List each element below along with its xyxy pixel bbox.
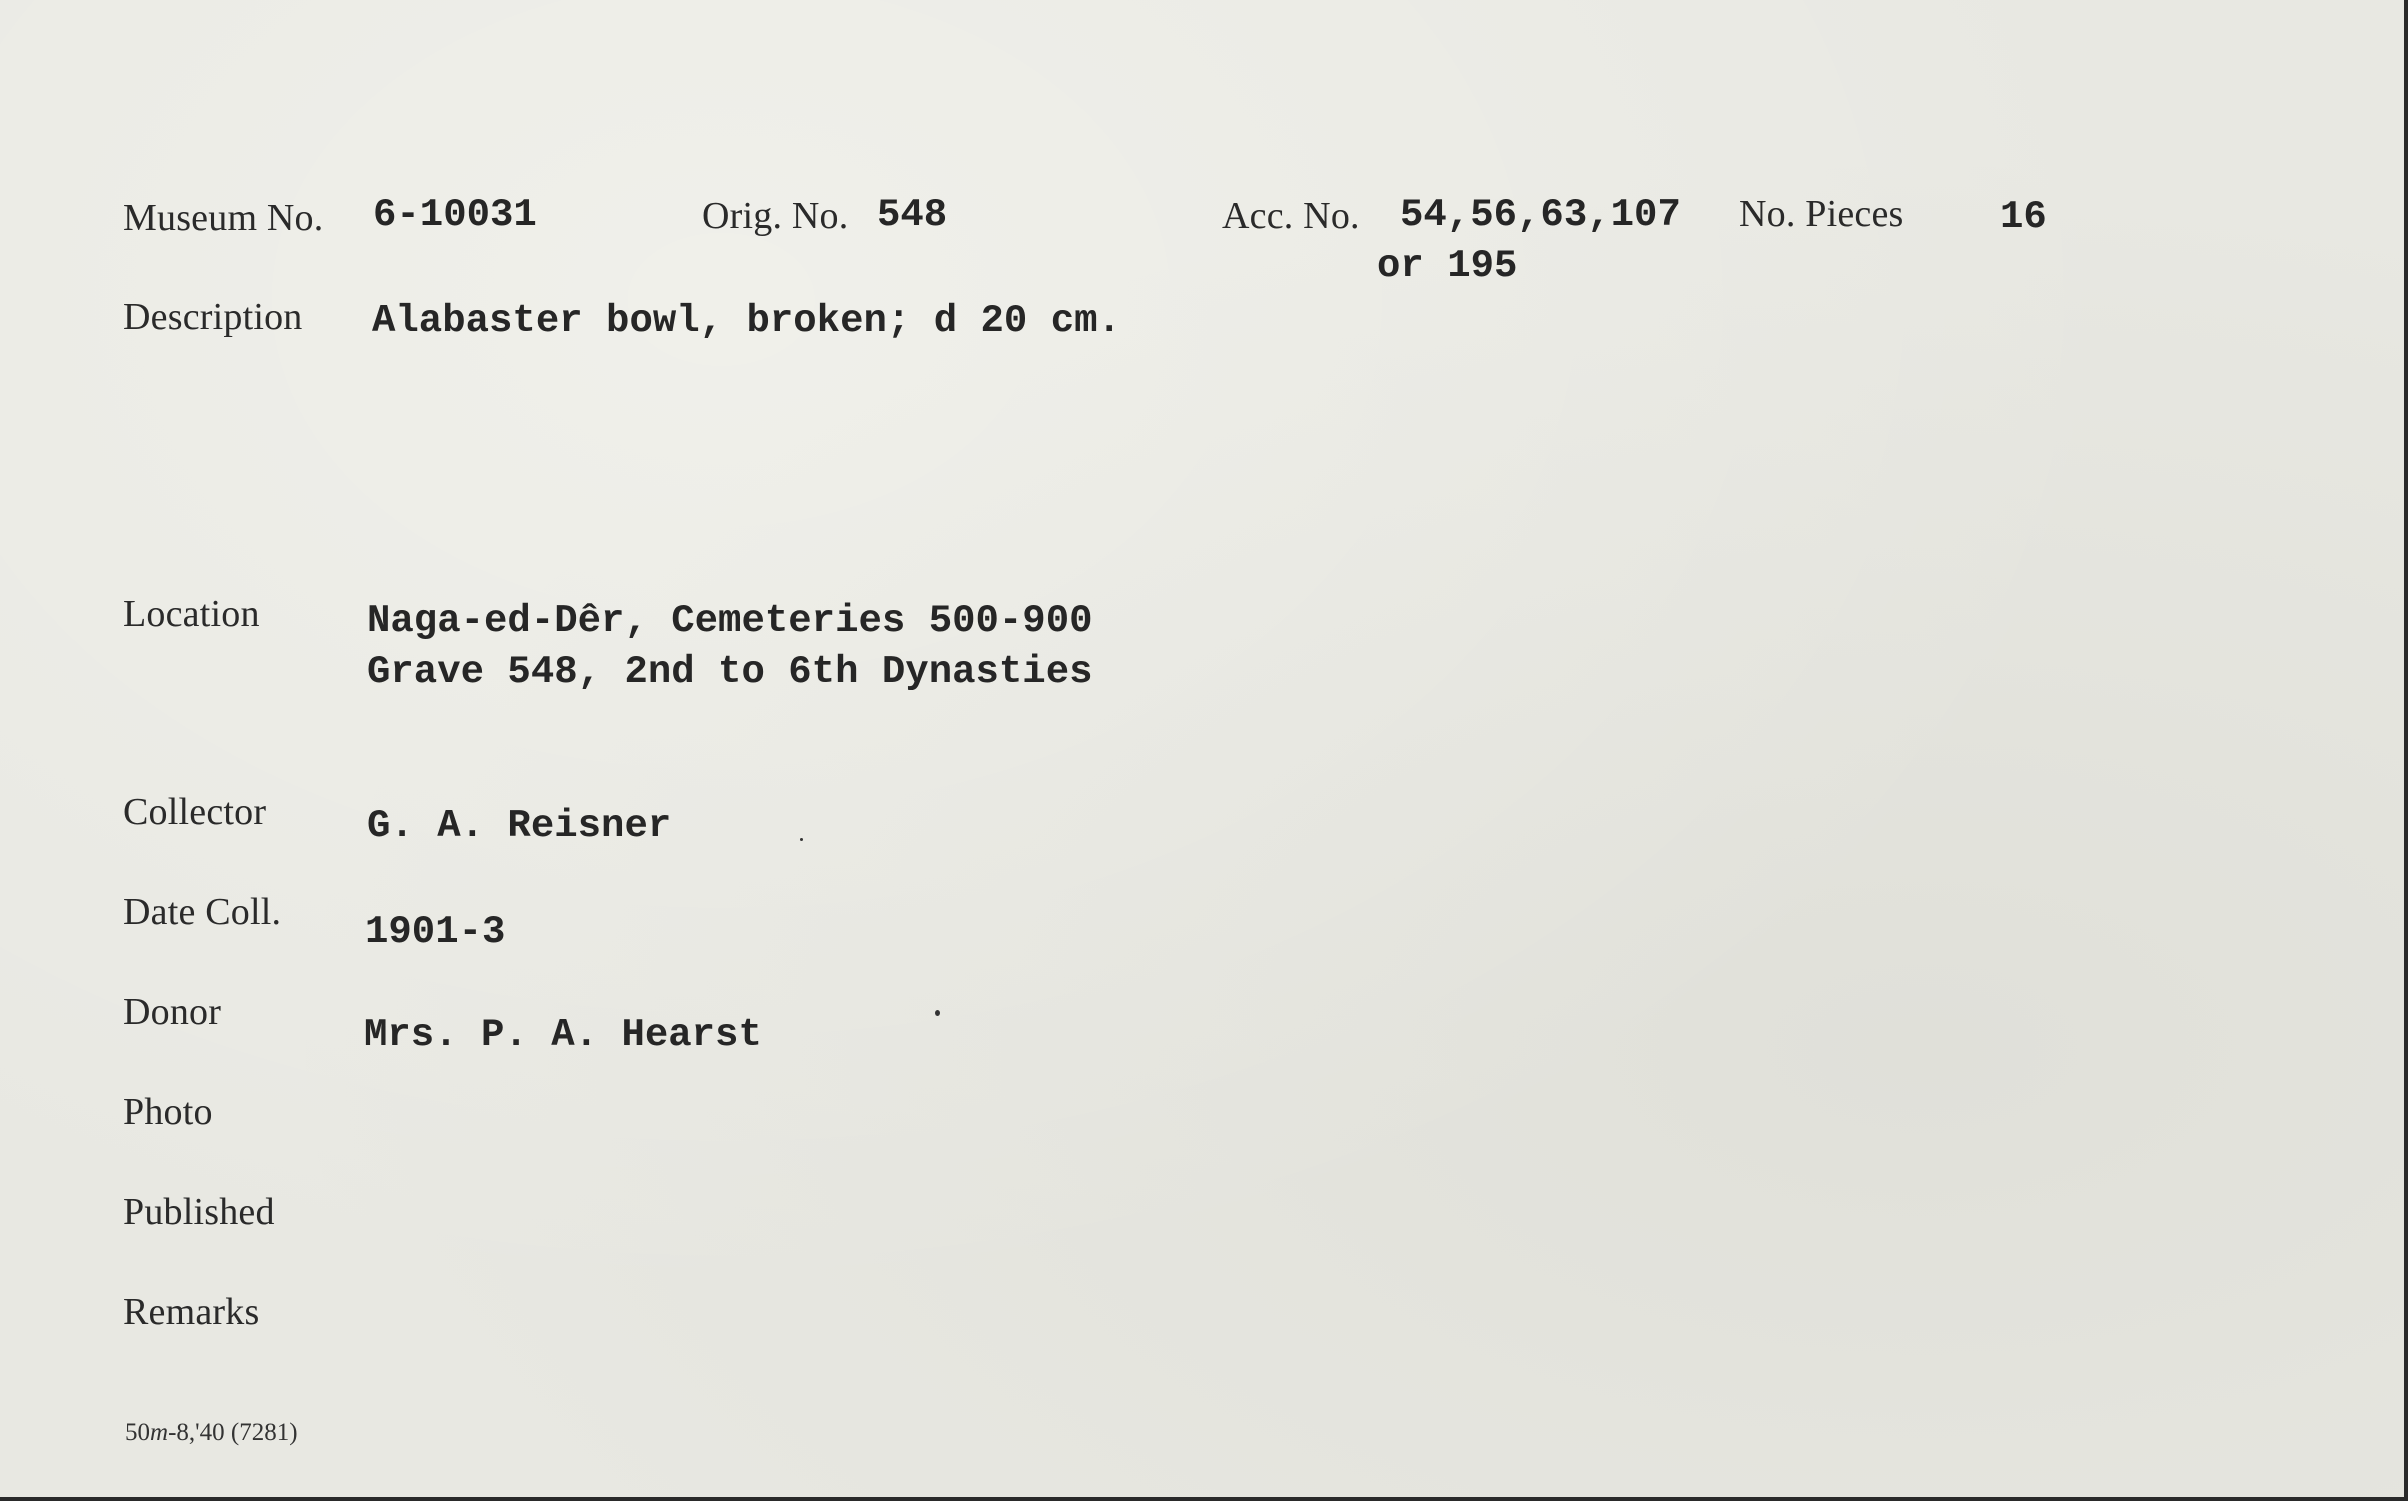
print-code-italic: m (150, 1419, 169, 1446)
print-code-suffix: -8,'40 (7281) (168, 1419, 298, 1446)
description-label: Description (123, 296, 303, 338)
acc-no-value-line2: or 195 (1377, 244, 1518, 288)
photo-label: Photo (123, 1091, 213, 1133)
remarks-label: Remarks (123, 1291, 260, 1333)
ink-speck (800, 838, 803, 841)
no-pieces-value: 16 (2000, 195, 2047, 239)
date-coll-label: Date Coll. (123, 891, 282, 933)
acc-no-label: Acc. No. (1222, 195, 1360, 237)
published-label: Published (123, 1191, 275, 1233)
acc-no-value-line1: 54,56,63,107 (1400, 193, 1681, 237)
no-pieces-label: No. Pieces (1739, 193, 1904, 235)
print-code (125, 1419, 298, 1447)
location-label: Location (123, 593, 260, 635)
ink-speck (935, 1010, 940, 1016)
location-line2: Grave 548, 2nd to 6th Dynasties (367, 650, 1093, 694)
museum-no-label: Museum No. (123, 197, 324, 239)
location-line1: Naga-ed-Dêr, Cemeteries 500-900 (367, 599, 1093, 643)
description-value: Alabaster bowl, broken; d 20 cm. (372, 299, 1121, 343)
museum-no-value: 6-10031 (373, 193, 537, 237)
date-coll-value: 1901-3 (365, 910, 506, 954)
orig-no-value: 548 (877, 193, 948, 237)
donor-label: Donor (123, 991, 222, 1033)
collector-label: Collector (123, 791, 267, 833)
print-code-prefix: 50 (125, 1419, 150, 1446)
orig-no-label: Orig. No. (702, 195, 849, 237)
collector-value: G. A. Reisner (367, 804, 672, 848)
donor-value: Mrs. P. A. Hearst (364, 1013, 762, 1057)
